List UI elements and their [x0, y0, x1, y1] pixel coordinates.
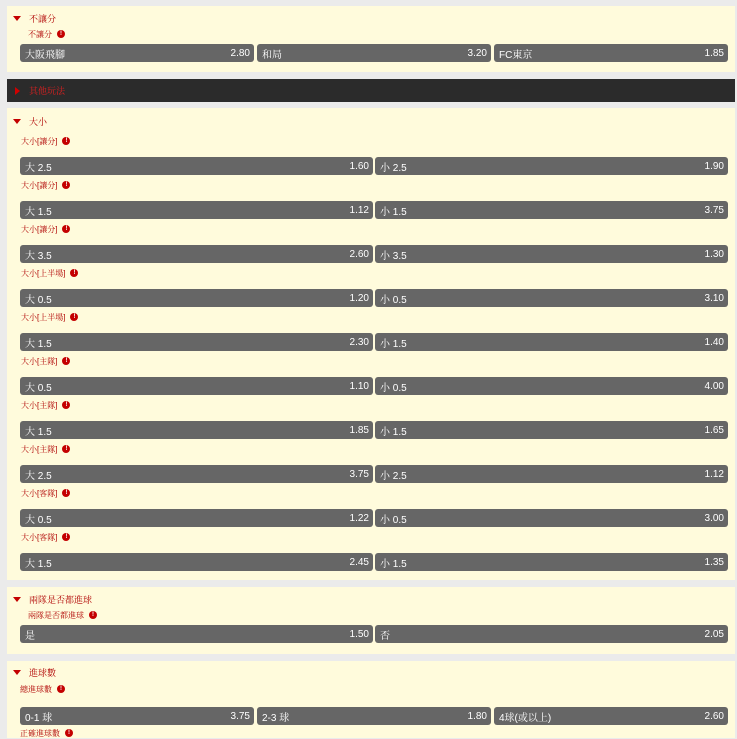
- market-subtitle: 大小[讓分] !: [21, 223, 70, 235]
- odds-button-over[interactable]: 大 0.5 1.22: [20, 509, 373, 527]
- odds-button-over[interactable]: 大 3.5 2.60: [20, 245, 373, 263]
- market-subtitle: 大小[主隊] !: [21, 443, 70, 455]
- panel-money-line: [7, 6, 735, 72]
- panel-over-under: [7, 108, 735, 580]
- odds-button-under[interactable]: 小 2.5 1.12: [375, 465, 728, 483]
- market-subtitle: 大小[主隊] !: [21, 355, 70, 367]
- info-icon[interactable]: !: [70, 313, 78, 321]
- info-icon[interactable]: !: [57, 685, 65, 693]
- special-markets-toggle[interactable]: [7, 79, 735, 102]
- odds-button-away[interactable]: FC東京 1.85: [494, 44, 728, 62]
- info-icon[interactable]: !: [89, 611, 97, 619]
- section-header-total-goals[interactable]: [13, 665, 56, 679]
- odds-button-over[interactable]: 大 1.5 1.85: [20, 421, 373, 439]
- odds-button-under[interactable]: 小 0.5 3.10: [375, 289, 728, 307]
- odds-button-goals-4-plus[interactable]: 4球(或以上) 2.60: [494, 707, 728, 725]
- odds-button-goals-2-3[interactable]: 2-3 球 1.80: [257, 707, 491, 725]
- odds-button-goals-0-1[interactable]: 0-1 球 3.75: [20, 707, 254, 725]
- odds-button-over[interactable]: 大 1.5 2.30: [20, 333, 373, 351]
- market-subtitle: 大小[上半場] !: [21, 267, 78, 279]
- section-title: 進球數: [29, 667, 57, 678]
- market-subtitle: 大小[客隊] !: [21, 487, 70, 499]
- odds-button-under[interactable]: 小 0.5 4.00: [375, 377, 728, 395]
- market-subtitle: 大小[主隊] !: [21, 399, 70, 411]
- odds-button-under[interactable]: 小 3.5 1.30: [375, 245, 728, 263]
- market-subtitle: 大小[上半場] !: [21, 311, 78, 323]
- info-icon[interactable]: !: [62, 181, 70, 189]
- odds-button-over[interactable]: 大 1.5 1.12: [20, 201, 373, 219]
- info-icon[interactable]: !: [65, 729, 73, 737]
- market-subtitle: 總進球數 !: [20, 683, 65, 695]
- odds-button-under[interactable]: 小 0.5 3.00: [375, 509, 728, 527]
- market-subtitle: 兩隊是否都進球 !: [28, 609, 97, 621]
- caret-down-icon: [13, 597, 21, 602]
- caret-right-icon: [15, 87, 20, 95]
- odds-button-no[interactable]: 否 2.05: [375, 625, 728, 643]
- market-subtitle: 大小[讓分] !: [21, 135, 70, 147]
- market-subtitle: 大小[客隊] !: [21, 531, 70, 543]
- odds-button-under[interactable]: 小 2.5 1.90: [375, 157, 728, 175]
- caret-down-icon: [13, 16, 21, 21]
- info-icon[interactable]: !: [70, 269, 78, 277]
- odds-button-under[interactable]: 小 1.5 1.40: [375, 333, 728, 351]
- odds-button-draw[interactable]: 和局 3.20: [257, 44, 491, 62]
- info-icon[interactable]: !: [62, 137, 70, 145]
- odds-button-over[interactable]: 大 1.5 2.45: [20, 553, 373, 571]
- odds-button-home[interactable]: 大阪飛腳 2.80: [20, 44, 254, 62]
- odds-button-over[interactable]: 大 0.5 1.10: [20, 377, 373, 395]
- info-icon[interactable]: !: [62, 357, 70, 365]
- caret-down-icon: [13, 670, 21, 675]
- info-icon[interactable]: !: [62, 533, 70, 541]
- info-icon[interactable]: !: [62, 401, 70, 409]
- odds-button-over[interactable]: 大 2.5 3.75: [20, 465, 373, 483]
- market-subtitle: 大小[讓分] !: [21, 179, 70, 191]
- info-icon[interactable]: !: [62, 445, 70, 453]
- odds-button-under[interactable]: 小 1.5 1.65: [375, 421, 728, 439]
- market-subtitle: 不讓分 !: [28, 28, 65, 40]
- info-icon[interactable]: !: [62, 489, 70, 497]
- section-header-over-under[interactable]: [13, 114, 47, 128]
- odds-button-under[interactable]: 小 1.5 1.35: [375, 553, 728, 571]
- odds-button-over[interactable]: 大 0.5 1.20: [20, 289, 373, 307]
- odds-button-under[interactable]: 小 1.5 3.75: [375, 201, 728, 219]
- odds-button-over[interactable]: 大 2.5 1.60: [20, 157, 373, 175]
- market-subtitle-correct-goals: 正確進球數 !: [20, 727, 73, 739]
- special-markets-label: 其他玩法: [29, 86, 66, 96]
- section-title: 兩隊是否都進球: [29, 594, 93, 605]
- section-header-money-line[interactable]: [13, 11, 56, 25]
- caret-down-icon: [13, 119, 21, 124]
- section-title: 不讓分: [29, 13, 57, 24]
- info-icon[interactable]: !: [57, 30, 65, 38]
- section-title: 大小: [29, 116, 48, 127]
- panel-total-goals: [7, 661, 735, 738]
- section-header-btts[interactable]: [13, 592, 92, 606]
- panel-both-teams-score: [7, 587, 735, 654]
- info-icon[interactable]: !: [62, 225, 70, 233]
- odds-button-yes[interactable]: 是 1.50: [20, 625, 373, 643]
